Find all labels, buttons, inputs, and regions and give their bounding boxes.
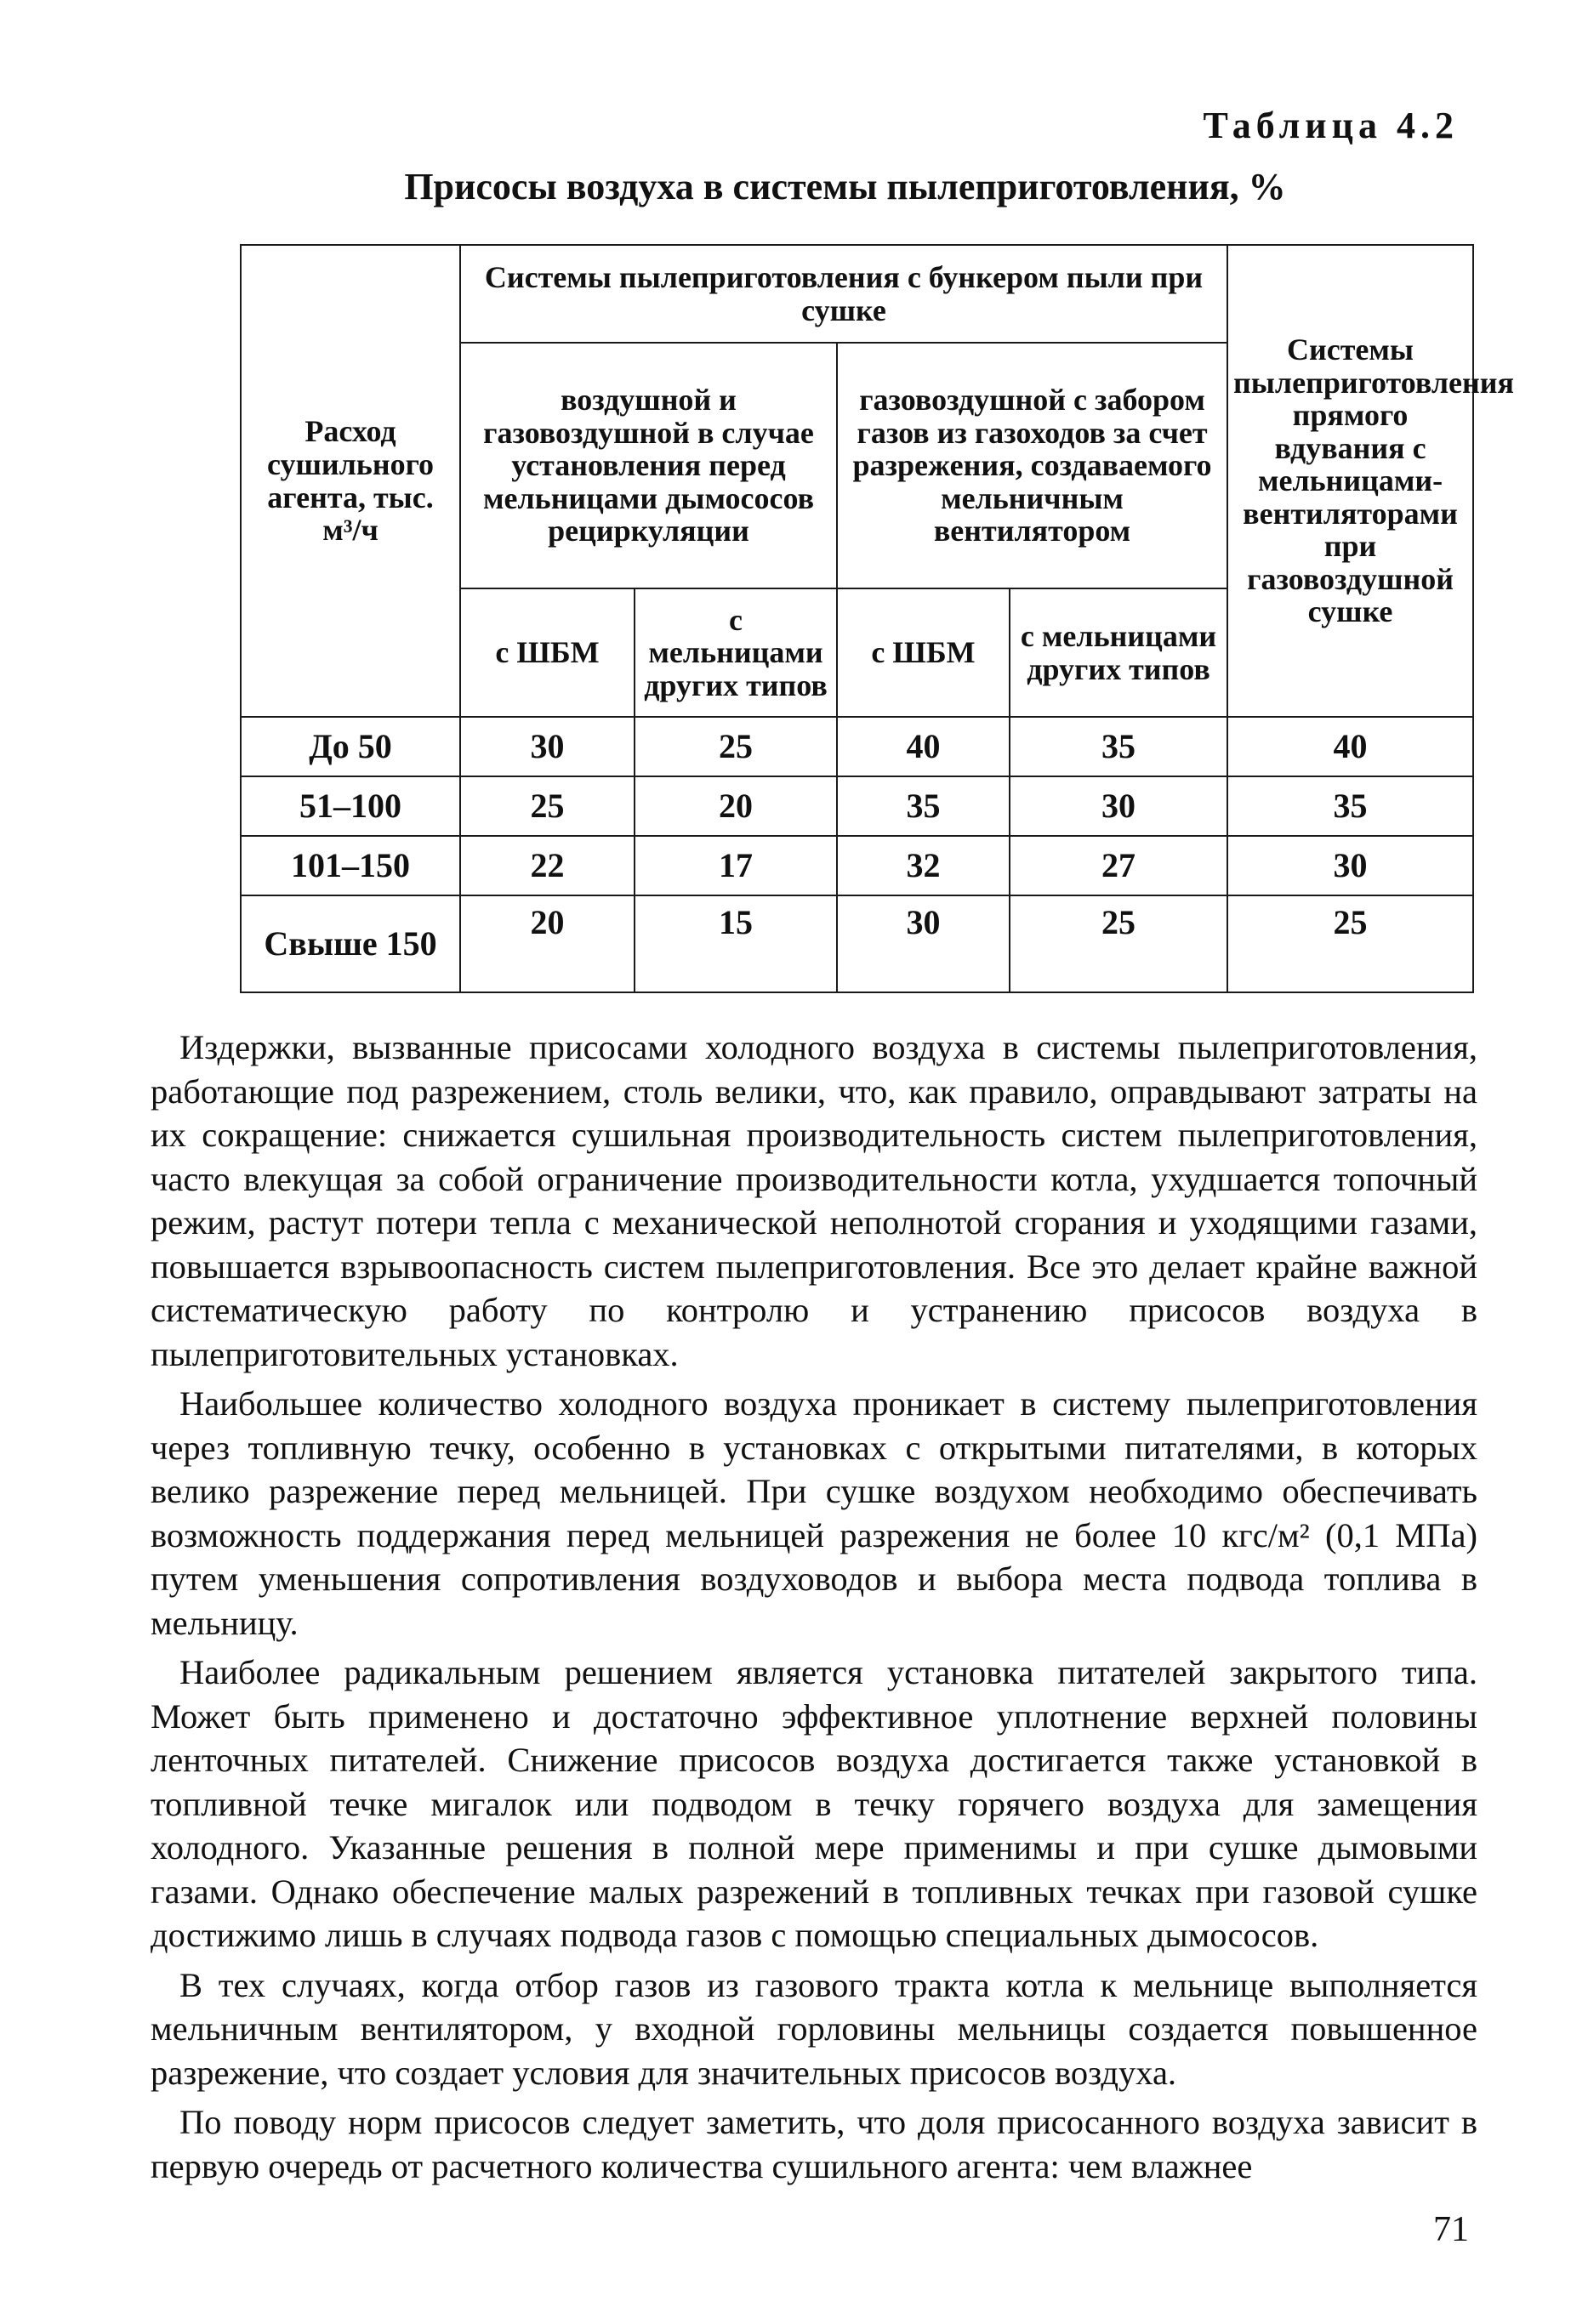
header-shbm-1: с ШБМ <box>460 588 635 717</box>
table-cell: 30 <box>837 895 1010 992</box>
table-cell: 35 <box>1010 717 1227 776</box>
table-row <box>241 776 1473 836</box>
table-cell: 15 <box>635 895 837 992</box>
table-cell: 35 <box>837 776 1010 836</box>
row-label: Свыше 150 <box>241 895 460 992</box>
table-cell: 20 <box>460 895 635 992</box>
paragraph: Издержки, вызванные присосами холодного воздуха в системы пылеприготовления, работающие под разрежением, столь велики, что, как правило, оправдывают затраты на их сокращение: снижается сушильная производительность систем пылеприготовления, часто влекущая за собой ограничение производительности котла, ухудшается топочный режим, растут потери тепла с механической неполнотой сгорания и уходящими газами, повышается взрывоопасность систем пылеприготовления. Все это делает крайне важной систематическую работу по контролю и устранению присосов воздуха в пылеприготовительных установках. <box>151 1028 1477 1373</box>
header-gas-air-fan: газовоздушной с забором газов из газоходов за счет разрежения, создаваемого мельничным вентилятором <box>837 343 1227 588</box>
table-cell: 27 <box>1010 836 1227 895</box>
header-other-mills-1: с мельницами других типов <box>635 588 837 717</box>
table-cell: 40 <box>1227 717 1473 776</box>
row-label: 51–100 <box>241 776 460 836</box>
table-cell: 25 <box>1227 895 1473 992</box>
table-cell: 40 <box>837 717 1010 776</box>
table-cell: 25 <box>460 776 635 836</box>
row-label: 101–150 <box>241 836 460 895</box>
table-title: Присосы воздуха в системы пылеприготовления, % <box>404 166 1286 207</box>
table-cell: 20 <box>635 776 837 836</box>
header-bunker-systems: Системы пылеприготовления с бункером пыли при сушке <box>460 245 1227 343</box>
header-air-gas-recirc: воздушной и газовоздушной в случае установления перед мельницами дымососов рециркуляции <box>460 343 837 588</box>
body-text <box>151 1026 1477 2194</box>
table-cell: 30 <box>1227 836 1473 895</box>
paragraph: По поводу норм присосов следует заметить, что доля присосанного воздуха зависит в первую очередь от расчетного количества сушильного агента: чем влажнее <box>151 2103 1477 2185</box>
table-cell: 25 <box>635 717 837 776</box>
paragraph: Наиболее радикальным решением является установка питателей закрытого типа. Может быть применено и достаточно эффективное уплотнение верхней половины ленточных питателей. Снижение присосов воздуха достигается также установкой в топливной течке мигалок или подводом в течку горячего воздуха для замещения холодного. Указанные решения в полной мере применимы и при сушке дымовыми газами. Однако обеспечение малых разрежений в топливных течках при газовой сушке достижимо лишь в случаях подвода газов с помощью специальных дымососов. <box>151 1653 1477 1954</box>
paragraph: В тех случаях, когда отбор газов из газового тракта котла к мельнице выполняется мельничным вентилятором, у входной горловины мельницы создается повышенное разрежение, что создает условия для значительных присосов воздуха. <box>151 1965 1477 2092</box>
page-number: 71 <box>1433 2210 1469 2249</box>
table-label: Таблица 4.2 <box>1203 105 1459 146</box>
table-cell: 25 <box>1010 895 1227 992</box>
table-row <box>241 717 1473 776</box>
table-cell: 35 <box>1227 776 1473 836</box>
header-other-mills-2: с мельницами других типов <box>1010 588 1227 717</box>
air-inflow-table <box>240 244 1514 993</box>
table-cell: 32 <box>837 836 1010 895</box>
table-cell: 30 <box>460 717 635 776</box>
table-row <box>241 895 1473 992</box>
table-cell: 22 <box>460 836 635 895</box>
header-shbm-2: с ШБМ <box>837 588 1010 717</box>
header-flow-rate: Расход сушильного агента, тыс. м³/ч <box>241 245 460 717</box>
table-cell: 30 <box>1010 776 1227 836</box>
paragraph: Наибольшее количество холодного воздуха проникает в систему пылеприготовления через топливную течку, особенно в установках с открытыми питателями, в которых велико разрежение перед мельницей. При сушке воздухом необходимо обеспечивать возможность поддержания перед мельницей разрежения не более 10 кгс/м² (0,1 МПа) путем уменьшения сопротивления воздуховодов и выбора места подвода топлива в мельницу. <box>151 1384 1477 1642</box>
header-direct-systems: Системы пылеприготовления прямого вдувания с мельницами-вентиляторами при газовоздушной сушке <box>1227 245 1473 717</box>
table-row <box>241 836 1473 895</box>
row-label: До 50 <box>241 717 460 776</box>
table-cell: 17 <box>635 836 837 895</box>
